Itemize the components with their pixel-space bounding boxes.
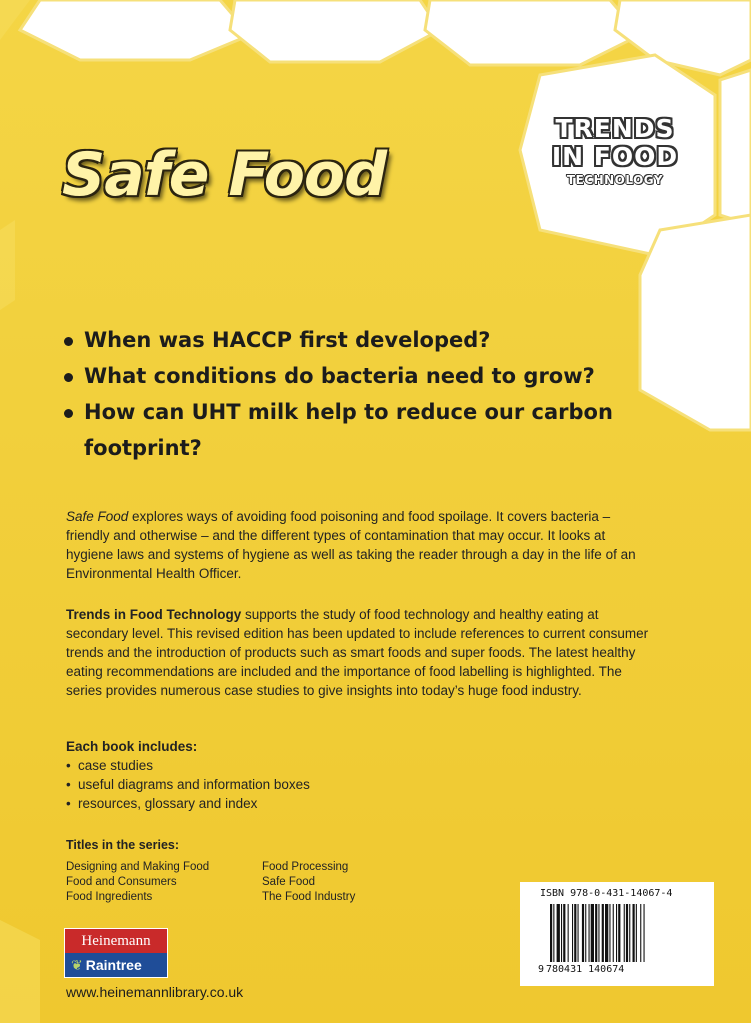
series-logo-line-3: TECHNOLOGY [566, 173, 664, 187]
barcode-bar [585, 904, 586, 962]
barcode-bar [613, 904, 614, 962]
series-title-item: Food and Consumers [66, 876, 177, 888]
barcode-bar [616, 904, 617, 962]
intro-text: explores ways of avoiding food poisoning and food spoilage. It covers bacteria – friendly and otherwise – and the different types of contamination that may occur. It looks at hygiene laws and systems of hygiene as well as taking the reader through a day in the life of an Environmental Health Officer. [66, 509, 636, 581]
barcode-bar [618, 904, 620, 962]
question-item: When was HACCP first developed? [62, 322, 622, 358]
barcode-bar [563, 904, 565, 962]
barcode-bar [633, 904, 635, 962]
barcode-bar [626, 904, 628, 962]
includes-item: • resources, glossary and index [66, 794, 656, 813]
barcode-bar [644, 904, 645, 962]
barcode-lead-digit: 9 [538, 964, 545, 975]
includes-heading: Each book includes: [66, 739, 198, 754]
includes-section [66, 737, 656, 813]
barcode-bar [572, 904, 573, 962]
barcode-bar [591, 904, 594, 962]
intro-paragraph [66, 507, 656, 583]
barcode-bar [595, 904, 597, 962]
series-logo [530, 116, 700, 186]
book-title: Safe Food [62, 140, 387, 210]
series-description-text: supports the study of food technology and healthy eating at secondary level. This revised edition has been updated to include references to current consumer trends and the introduction of products such as smart foods and super foods. The latest healthy eating recommendations are included and the importance of food labelling is highlighted. The series provides numerous case studies to give insights into today’s huge food industry. [66, 607, 649, 698]
barcode-bar [602, 904, 604, 962]
series-logo-line-1: TRENDS [555, 114, 675, 143]
barcode-bar [557, 904, 560, 962]
includes-list [66, 756, 656, 813]
series-title-item: Designing and Making Food [66, 861, 210, 873]
barcode-bar [574, 904, 576, 962]
publisher-name-heinemann: Heinemann [65, 929, 167, 953]
titles-heading: Titles in the series: [66, 838, 180, 852]
barcode-bar [553, 904, 554, 962]
leaf-icon: ❦ [71, 957, 83, 973]
question-item: What conditions do bacteria need to grow? [62, 358, 622, 394]
isbn-barcode-box [520, 882, 714, 986]
series-title-item: The Food Industry [262, 891, 356, 903]
includes-item: • case studies [66, 756, 656, 775]
barcode-bar [568, 904, 569, 962]
barcode-bar [582, 904, 584, 962]
series-name: Trends in Food Technology [66, 607, 242, 622]
series-title-item: Food Processing [262, 861, 349, 873]
barcode-bar [605, 904, 608, 962]
barcode-bar [561, 904, 562, 962]
titles-column-2 [262, 860, 355, 905]
publisher-website: www.heinemannlibrary.co.uk [66, 984, 244, 1000]
series-logo-line-2: IN FOOD [551, 142, 679, 171]
barcode-bar [624, 904, 625, 962]
hexagon-shape [640, 215, 751, 430]
barcode-bar [629, 904, 630, 962]
intro-italic-title: Safe Food [66, 509, 129, 524]
publisher-raintree-row [65, 953, 167, 977]
barcode-bar [578, 904, 579, 962]
isbn-label: ISBN 978-0-431-14067-4 [540, 888, 673, 899]
barcode-bar [550, 904, 552, 962]
hexagon-shape [720, 70, 751, 225]
includes-item: • useful diagrams and information boxes [66, 775, 656, 794]
barcode-icon [550, 904, 690, 962]
barcode-bar [598, 904, 599, 962]
titles-column-1 [66, 860, 209, 905]
barcode-bar [589, 904, 590, 962]
question-item: How can UHT milk help to reduce our carbon footprint? [62, 394, 622, 466]
barcode-bar [640, 904, 641, 962]
question-list [62, 322, 622, 466]
series-description [66, 605, 656, 700]
series-title-item: Safe Food [262, 876, 316, 888]
series-title-item: Food Ingredients [66, 891, 153, 903]
barcode-bar [609, 904, 610, 962]
barcode-bar [636, 904, 637, 962]
barcode-digits: 780431 140674 [546, 964, 625, 975]
publisher-logo [64, 928, 168, 978]
publisher-name-raintree: Raintree [85, 957, 142, 973]
